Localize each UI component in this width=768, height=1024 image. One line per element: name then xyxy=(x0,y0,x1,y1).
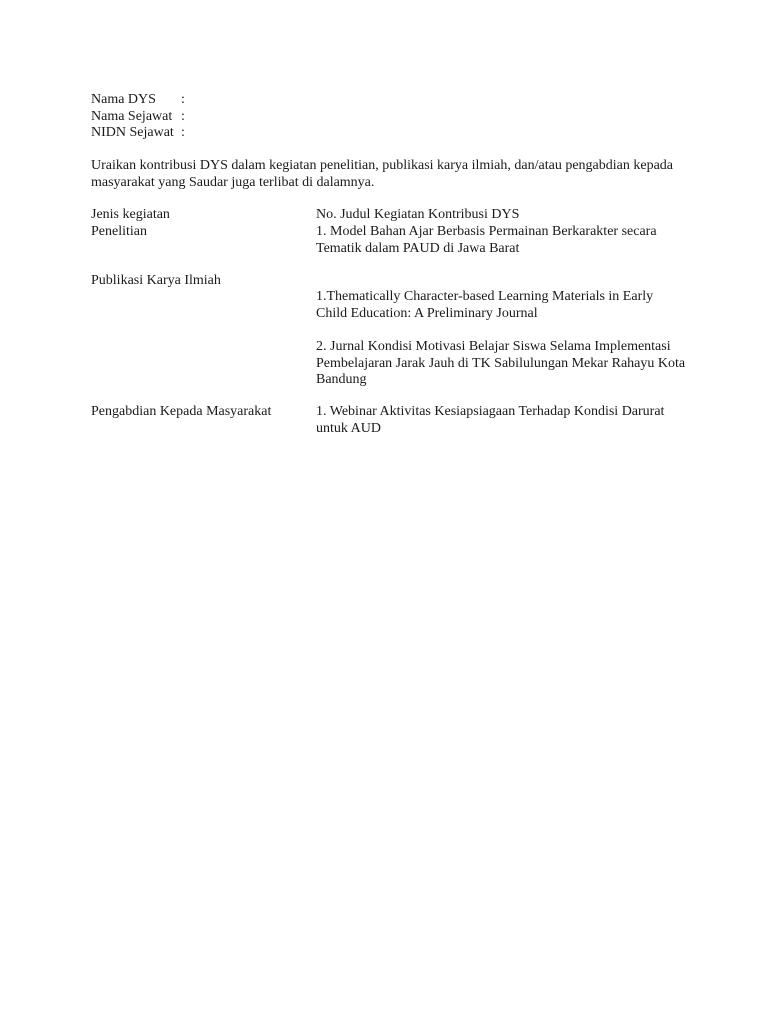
field-separator: : xyxy=(181,125,185,140)
header-judul-kegiatan: No. Judul Kegiatan Kontribusi DYS xyxy=(316,207,520,222)
publikasi-item: 2. Jurnal Kondisi Motivasi Belajar Siswa Selama Implementasi Pembelajaran Jarak Jauh di TK Sabilulungan Mekar Rahayu Kota Bandung xyxy=(316,339,686,387)
pengabdian-item: 1. Webinar Aktivitas Kesiapsiagaan Terhadap Kondisi Darurat untuk AUD xyxy=(316,404,665,436)
field-label: Nama DYS xyxy=(91,92,156,107)
field-separator: : xyxy=(181,109,185,124)
field-label: Nama Sejawat xyxy=(91,109,173,124)
header-jenis-kegiatan: Jenis kegiatan xyxy=(91,207,170,222)
label-pengabdian: Pengabdian Kepada Masyarakat xyxy=(91,404,272,419)
field-nama-sejawat xyxy=(91,109,185,126)
field-nidn-sejawat xyxy=(91,125,185,142)
field-label: NIDN Sejawat xyxy=(91,125,174,140)
intro-paragraph: Uraikan kontribusi DYS dalam kegiatan penelitian, publikasi karya ilmiah, dan/atau pengabdian kepada masyarakat yang Saudar juga terlibat di dalamnya. xyxy=(91,158,673,190)
label-penelitian: Penelitian xyxy=(91,224,147,239)
field-nama-dys xyxy=(91,92,185,109)
field-separator: : xyxy=(181,92,185,107)
publikasi-item: 1.Thematically Character-based Learning Materials in Early Child Education: A Preliminary Journal xyxy=(316,289,654,321)
label-publikasi: Publikasi Karya Ilmiah xyxy=(91,273,221,288)
penelitian-item: 1. Model Bahan Ajar Berbasis Permainan Berkarakter secara Tematik dalam PAUD di Jawa Barat xyxy=(316,224,657,256)
